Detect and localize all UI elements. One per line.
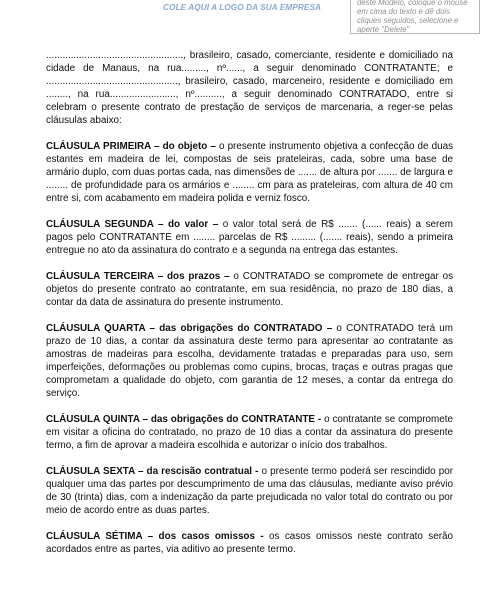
clause-text: o valor total será de R$ ....... (...... reais) a serem pagos pelo CONTRATANTE em ........ parcelas de R$ ......... (....... reais), sendo a primeira entregue no ato da assinatura do contrato e a segunda na entrega das estantes. xyxy=(46,219,453,256)
clause-text: o CONTRATADO se compromete de entregar os objetos do presente contrato ao contratante, em sua residência, no prazo de 180 dias, a contar da data de assinatura do presente instrumento. xyxy=(46,271,454,308)
clause-title: CLÁUSULA QUINTA – das obrigações do CONTRATANTE - xyxy=(46,414,322,425)
clause-segunda xyxy=(46,218,453,257)
clause-quarta xyxy=(46,322,453,400)
clause-title: CLÁUSULA QUARTA – das obrigações do CONTRATADO – xyxy=(46,323,333,334)
instructions-box xyxy=(350,0,480,34)
clause-title: CLÁUSULA TERCEIRA – dos prazos – xyxy=(46,271,230,282)
contract-body xyxy=(46,49,453,569)
clause-text: o contratante se compromete em visitar a oficina do contratado, no prazo de 10 dias a contar da assinatura do presente termo, a fim de aprovar a madeira escolhida e autorizar o início dos trabalhos. xyxy=(46,414,454,451)
clause-title: CLÁUSULA SEGUNDA – do valor – xyxy=(46,219,219,230)
contract-intro: .................................................., brasileiro, casado, comerciante, residente e domiciliado na cidade de Manaus, na rua........., nº......, a seguir denominado CONTRATANTE; e ................................................, brasileiro, casado, marceneiro, residente e domiciliado em ........, na rua........................, nº.........., a seguir denominado CONTRATADO, entre si celebram o presente contrato de prestação de serviços de marcenaria, a reger-se pelas cláusulas abaixo: xyxy=(46,50,453,126)
clause-text: os casos omissos neste contrato serão acordados entre as partes, via aditivo ao presente termo. xyxy=(46,531,453,555)
instructions-text: deste Modelo, coloque o mouse em cima do texto e dê dois cliques seguidos, selecione e aperte "Delete" xyxy=(357,0,468,34)
clause-setima xyxy=(46,530,453,556)
clause-title: CLÁUSULA SEXTA – da rescisão contratual - xyxy=(46,466,259,477)
clause-text: o presente termo poderá ser rescindido por qualquer uma das partes por descumprimento de uma das cláusulas, mediante aviso prévio de 30 (trinta) dias, com a indenização da parte prejudicada no valor total do contrato ou por meio de acordo entre as duas partes. xyxy=(46,466,453,516)
clause-text: o CONTRATADO terá um prazo de 10 dias, a contar da assinatura deste termo para apresentar ao contratante as amostras de madeiras para escolha, devidamente tratadas e preparadas para uso, sem imperfeições, deformações ou problemas como cupins, brocas, traças e outras pragas que comprometam a qualidade do objeto, com garantia de 12 meses, a contar da entrega do serviço. xyxy=(46,323,454,399)
clause-title: CLÁUSULA SÉTIMA – dos casos omissos - xyxy=(46,531,264,542)
clause-primeira xyxy=(46,140,453,205)
logo-placeholder: COLE AQUI A LOGO DA SUA EMPRESA xyxy=(163,3,322,12)
clause-sexta xyxy=(46,465,453,517)
clause-terceira xyxy=(46,270,453,309)
clause-text: o presente instrumento objetiva a confecção de duas estantes em madeira de lei, compostas de seis prateleiras, cada, sobre uma base de armário duplo, com duas portas cada, nas dimensões de ....... de altura por ....... de largura e ........ de profundidade para os armários e ........ cm para as prateleiras, com altura de 40 cm entre si, com acabamento em madeira polida e verniz fosco. xyxy=(46,141,454,204)
clause-quinta xyxy=(46,413,453,452)
clause-title: CLÁUSULA PRIMEIRA – do objeto – xyxy=(46,141,216,152)
